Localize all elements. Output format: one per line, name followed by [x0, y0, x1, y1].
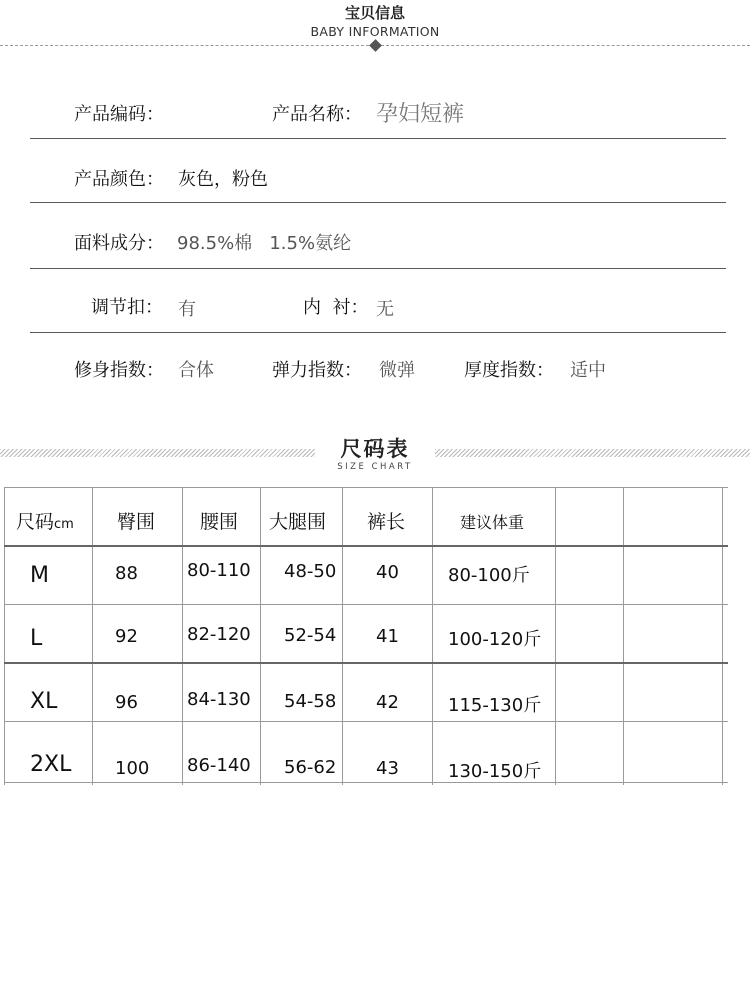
header-size-label: 尺码 [16, 511, 55, 533]
hip-cell: 92 [115, 626, 138, 647]
buckle-label: 调节扣： [91, 297, 163, 318]
hip-cell: 96 [115, 692, 138, 713]
grid-line [4, 721, 728, 722]
thigh-cell: 54-58 [284, 691, 337, 712]
grid-line [260, 487, 261, 785]
grid-line [432, 487, 433, 785]
diamond-icon [369, 39, 382, 52]
fabric-label: 面料成分： [74, 233, 164, 254]
grid-line [342, 487, 343, 785]
weight-cell: 80-100斤 [448, 565, 530, 586]
product-name-value: 孕妇短裤 [376, 102, 465, 127]
header-hip: 臀围 [117, 511, 156, 533]
waist-cell: 80-110 [187, 560, 251, 581]
weight-cell: 130-150斤 [448, 761, 542, 782]
grid-line [182, 487, 183, 785]
size-cell: XL [30, 689, 58, 714]
header-unit: cm [54, 517, 74, 532]
grid-line [555, 487, 556, 785]
length-cell: 42 [376, 692, 399, 713]
color-value: 灰色，粉色 [178, 169, 268, 190]
grid-line [4, 545, 728, 547]
elastic-label: 弹力指数： [272, 360, 362, 381]
size-table [4, 487, 728, 785]
header-waist: 腰围 [200, 511, 239, 533]
grid-line [4, 782, 728, 783]
thigh-cell: 52-54 [284, 625, 337, 646]
product-name-label: 产品名称： [272, 104, 362, 125]
row-divider [30, 138, 726, 139]
grid-line [722, 487, 723, 785]
size-chart-title: 尺码表 [340, 437, 410, 461]
fit-value: 合体 [178, 360, 214, 381]
product-code-label: 产品编码： [74, 104, 164, 125]
thickness-value: 适中 [570, 360, 606, 381]
size-cell: M [30, 563, 49, 588]
thigh-cell: 48-50 [284, 561, 337, 582]
lining-value: 无 [376, 299, 394, 320]
section-subtitle: BABY INFORMATION [310, 24, 440, 39]
header-length: 裤长 [367, 511, 406, 533]
thickness-label: 厚度指数： [464, 360, 554, 381]
weight-cell: 100-120斤 [448, 629, 542, 650]
waist-cell: 82-120 [187, 624, 251, 645]
hip-cell: 88 [115, 563, 138, 584]
weight-cell: 115-130斤 [448, 695, 542, 716]
grid-line [4, 604, 728, 605]
length-cell: 40 [376, 562, 399, 583]
length-cell: 43 [376, 758, 399, 779]
fit-label: 修身指数： [74, 360, 164, 381]
color-label: 产品颜色： [74, 169, 164, 190]
lining-label: 内 衬： [303, 297, 369, 318]
waist-cell: 86-140 [187, 755, 251, 776]
header-size [16, 507, 74, 534]
row-divider [30, 202, 726, 203]
length-cell: 41 [376, 626, 399, 647]
fabric-value: 98.5%棉 1.5%氨纶 [177, 233, 352, 254]
thigh-cell: 56-62 [284, 757, 337, 778]
header-thigh: 大腿围 [269, 511, 327, 533]
buckle-value: 有 [178, 299, 196, 320]
grid-line [4, 487, 728, 488]
section-title: 宝贝信息 [344, 4, 405, 22]
size-chart-subtitle: SIZE CHART [337, 462, 413, 472]
elastic-value: 微弹 [379, 360, 415, 381]
row-divider [30, 268, 726, 269]
waist-cell: 84-130 [187, 689, 251, 710]
grid-line [623, 487, 624, 785]
size-cell: L [30, 626, 43, 651]
size-cell: 2XL [30, 752, 72, 777]
grid-line [92, 487, 93, 785]
grid-line [4, 662, 728, 664]
hip-cell: 100 [115, 758, 150, 779]
header-weight: 建议体重 [460, 513, 525, 532]
row-divider [30, 332, 726, 333]
grid-line [4, 487, 5, 785]
